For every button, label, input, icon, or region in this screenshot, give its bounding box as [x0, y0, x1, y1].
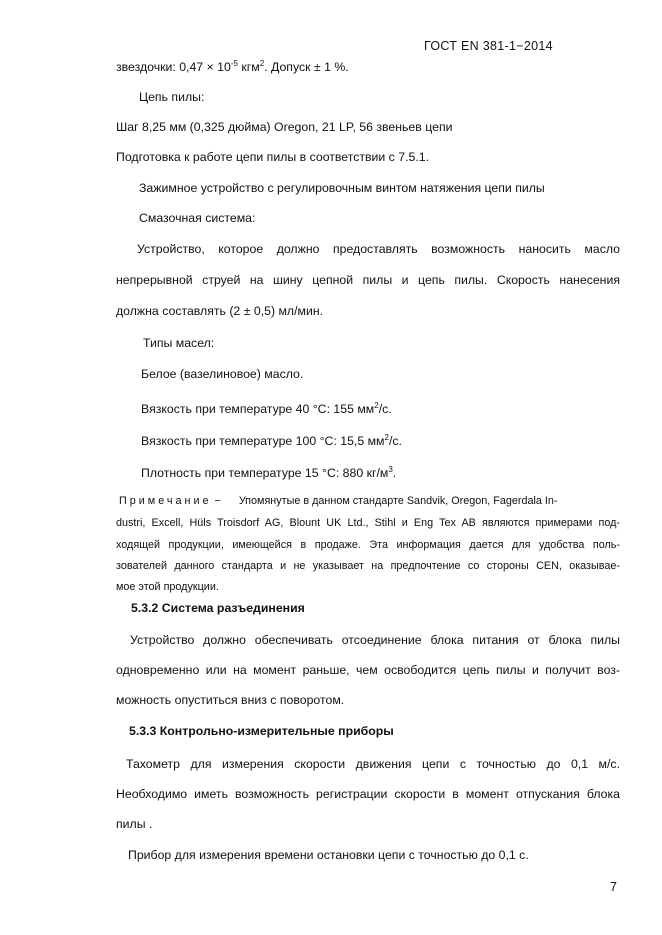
tachometer-line-3: пилы .: [116, 817, 153, 831]
tachometer-line-1: Тахометр для измерения скорости движения цепи с точностью до 0,1 м/с.: [126, 757, 620, 771]
chain-prep: Подготовка к работе цепи пилы в соответствии с 7.5.1.: [116, 150, 430, 164]
separation-line-2: одновременно или на момент раньше, чем освободится цепь пилы и получит воз-: [116, 663, 620, 677]
viscosity-100: Вязкость при температуре 100 °С: 15,5 $мм^2/с$.: [141, 433, 402, 449]
lube-line-2: непрерывной струей на шину цепной пилы и цепь пилы. Скорость нанесения: [116, 273, 620, 287]
note-line-4: зователей данного стандарта и не указывает на предпочтение со стороны CEN, оказывае-: [116, 560, 620, 572]
density-15: Плотность при температуре 15 °С: 880 $кг/м^3$.: [141, 465, 397, 481]
note-line-3: ходящей продукции, имеющейся в продаже. Эта информация дается для удобства поль-: [116, 539, 620, 551]
tachometer-line-2: Необходимо иметь возможность регистрации скорости в момент отпускания блока: [116, 787, 620, 801]
section-heading-5-3-2: 5.3.2 Система разъединения: [131, 601, 305, 615]
section-heading-5-3-3: 5.3.3 Контрольно-измерительные приборы: [129, 724, 394, 738]
note-line-1: Примечание − Упомянутые в данном стандарте Sandvik, Oregon, Fagerdala In-: [119, 495, 558, 507]
stop-time-line: Прибор для измерения времени остановки цепи с точностью до 0,1 с.: [128, 848, 529, 862]
lube-label: Смазочная система:: [139, 211, 256, 225]
oil-white: Белое (вазелиновое) масло.: [141, 367, 304, 381]
chain-label: Цепь пилы:: [139, 90, 205, 104]
lube-line-3: должна составлять (2 ± 0,5) мл/мин.: [116, 304, 324, 318]
lube-line-1: Устройство, которое должно предоставлять возможность наносить масло: [137, 242, 620, 256]
oil-types-label: Типы масел:: [143, 336, 215, 350]
note-label: Примечание: [119, 495, 212, 507]
page-number: 7: [610, 880, 617, 894]
separation-line-1: Устройство должно обеспечивать отсоединение блока питания от блока пилы: [130, 633, 620, 647]
separation-line-3: можность опуститься вниз с поворотом.: [116, 693, 345, 707]
document-header: ГОСТ EN 381-1−2014: [424, 39, 553, 53]
note-line-2: dustri, Excell, Hüls Troisdorf AG, Blount UK Ltd., Stihl и Eng Tex AB являются примерами под-: [116, 517, 620, 529]
note-line-5: мое этой продукции.: [116, 581, 219, 593]
chain-spec: Шаг 8,25 мм (0,325 дюйма) Oregon, 21 LP, 56 звеньев цепи: [116, 120, 453, 134]
clamp-device: Зажимное устройство с регулировочным винтом натяжения цепи пилы: [139, 181, 545, 195]
viscosity-40: Вязкость при температуре 40 °С: 155 $мм^2/с$.: [141, 401, 392, 417]
paragraph-line: звездочки: $0,47 \times 10^{-5}$ кгм$^2$. Допуск ± 1 %.: [116, 59, 349, 75]
